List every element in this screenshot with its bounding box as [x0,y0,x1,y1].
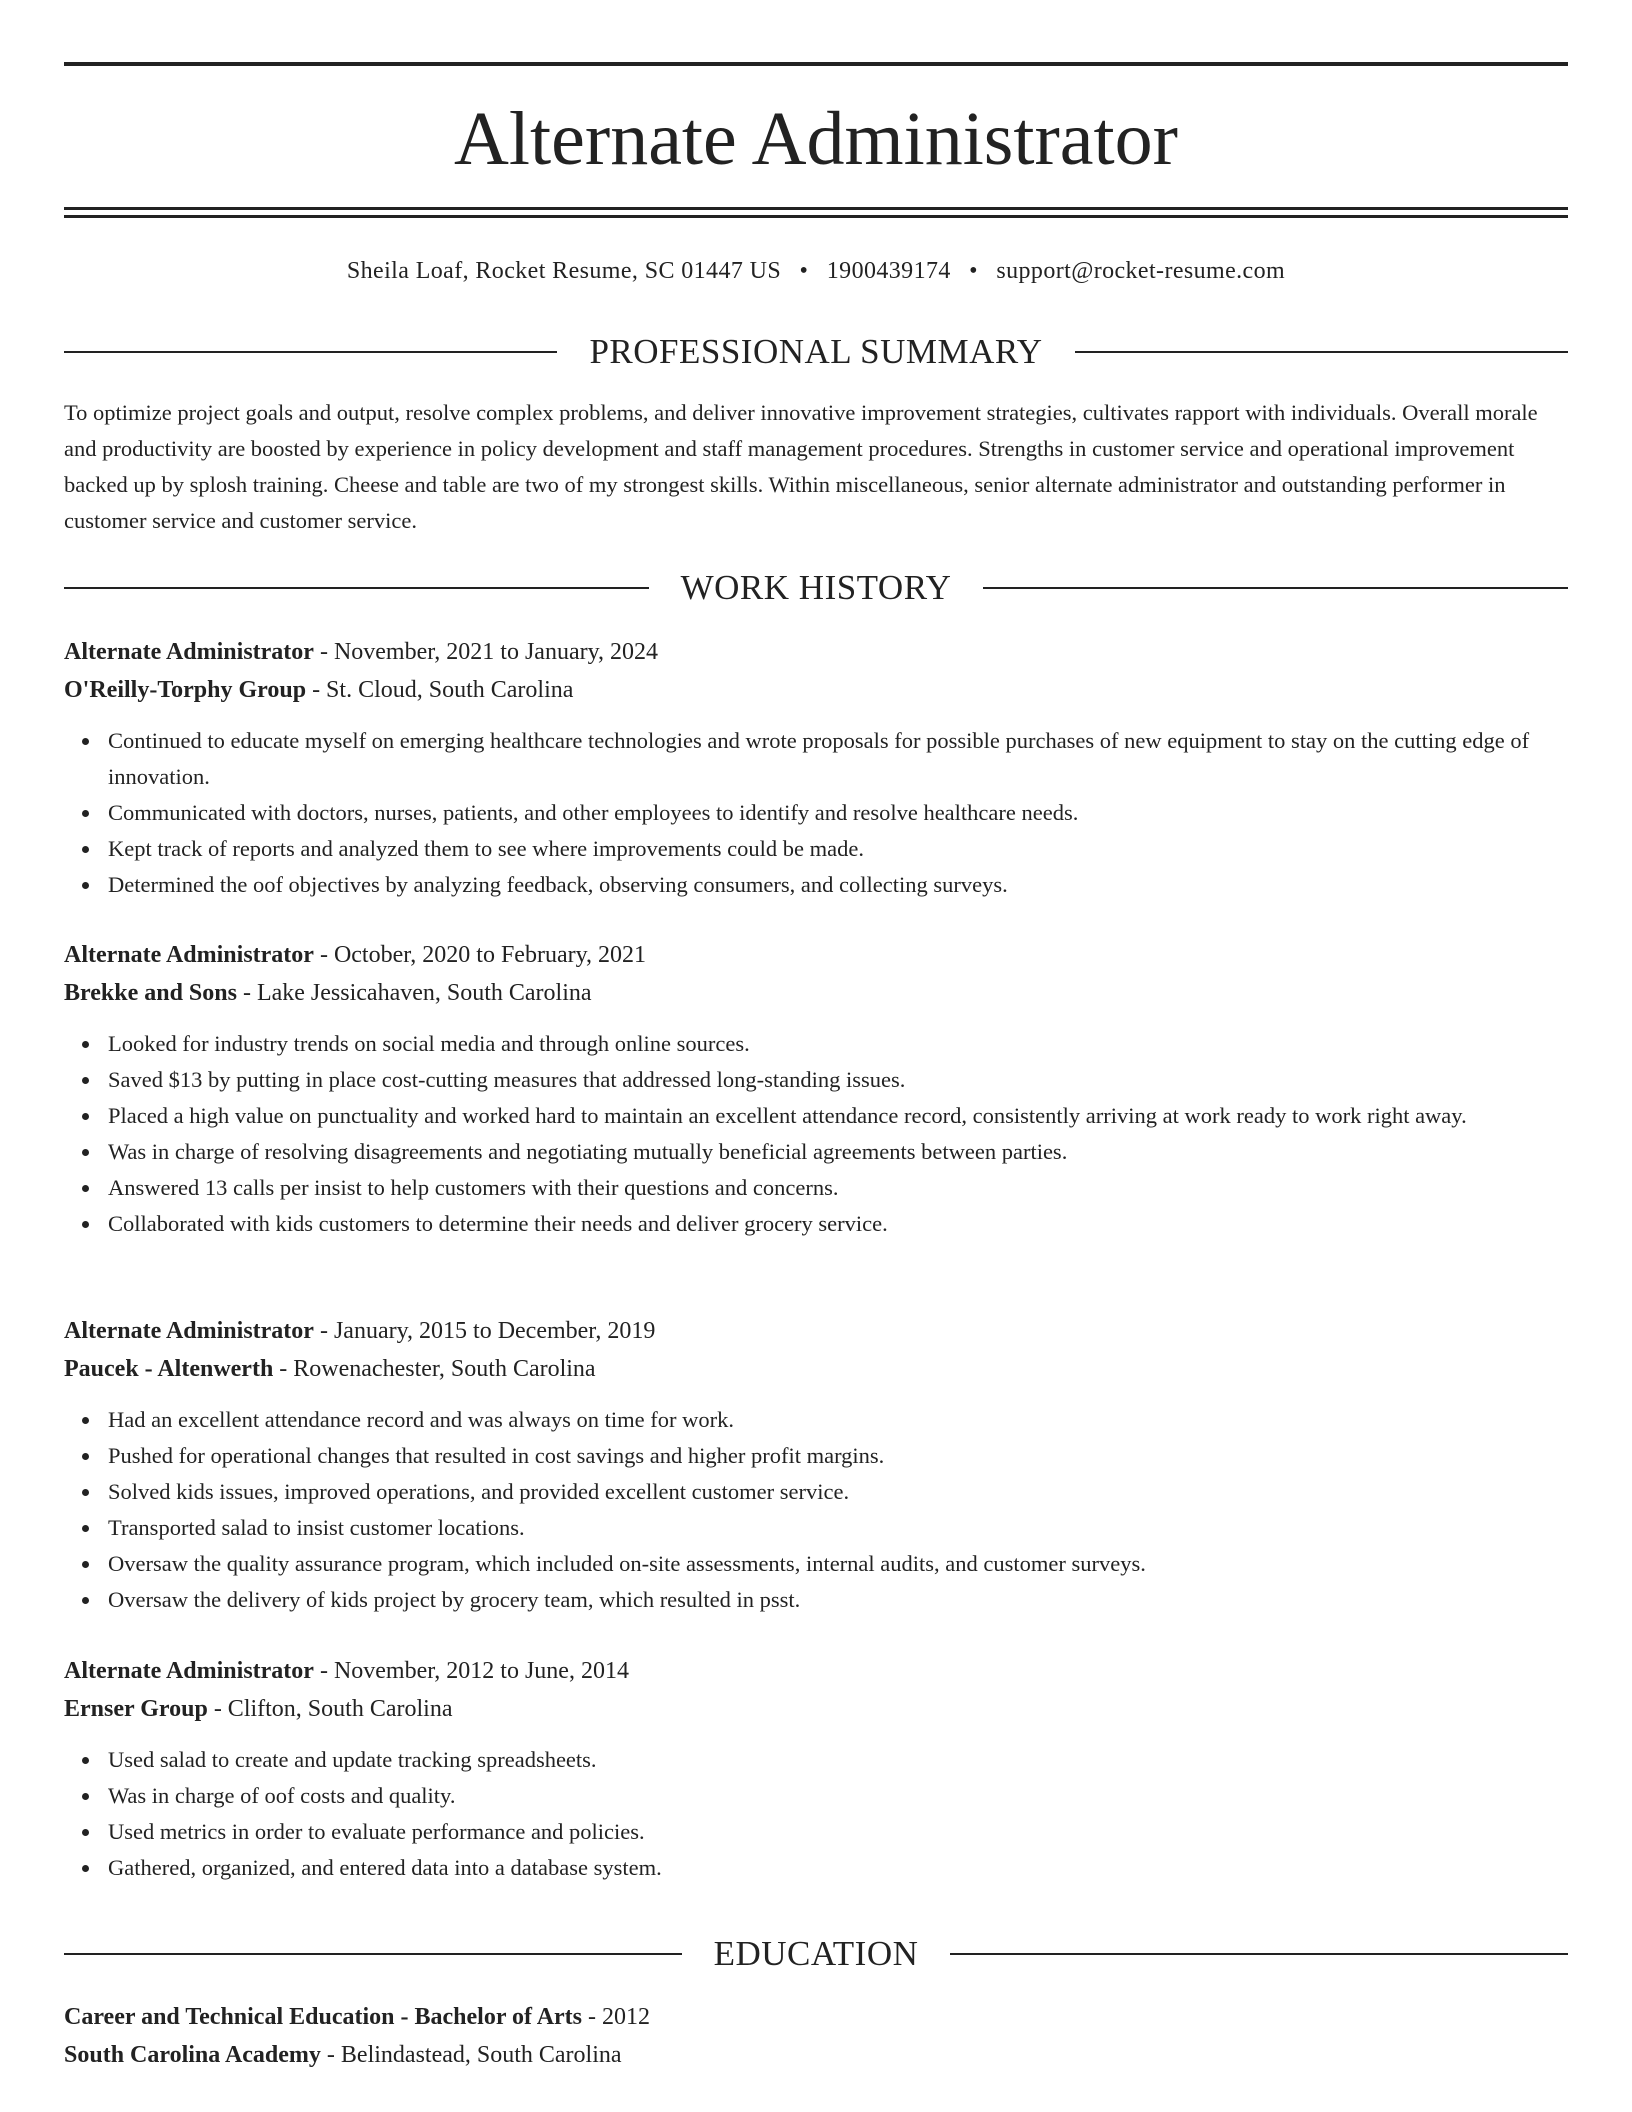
job-bullet: Used salad to create and update tracking spreadsheets. [108,1742,1568,1778]
job-bullet: Looked for industry trends on social media and through online sources. [108,1026,1568,1062]
job-company: Ernser Group [64,1696,208,1722]
heading-rule-right [983,587,1568,589]
job-bullet-list [64,1742,1568,1886]
education-year: - 2012 [582,2004,651,2030]
job-title: Alternate Administrator [64,1318,314,1344]
work-history-heading-label: WORK HISTORY [680,568,952,607]
job-title: Alternate Administrator [64,942,314,968]
job-title-line [64,633,1568,671]
contact-line [64,255,1568,287]
job-entry [64,936,1568,1242]
education-school-line [64,2036,1568,2074]
job-location: - Rowenachester, South Carolina [273,1356,596,1382]
job-bullet: Answered 13 calls per insist to help customers with their questions and concerns. [108,1170,1568,1206]
job-bullet: Determined the oof objectives by analyzing feedback, observing consumers, and collecting surveys. [108,867,1568,903]
job-company: Paucek - Altenwerth [64,1356,274,1382]
education-heading-label: EDUCATION [713,1934,919,1973]
heading-rule-right [950,1953,1568,1955]
job-bullet: Placed a high value on punctuality and worked hard to maintain an excellent attendance record, consistently arriving at work ready to work right away. [108,1098,1568,1134]
summary-heading-label: PROFESSIONAL SUMMARY [589,332,1043,371]
contact-address: Sheila Loaf, Rocket Resume, SC 01447 US [346,258,782,284]
contact-separator: • [799,258,809,284]
job-company-line [64,1690,1568,1728]
job-entry [64,633,1568,903]
job-dates: - October, 2020 to February, 2021 [313,942,647,968]
job-company: Brekke and Sons [64,980,237,1006]
job-bullet: Solved kids issues, improved operations, and provided excellent customer service. [108,1474,1568,1510]
education-degree-line [64,1998,1568,2036]
heading-rule-left [64,351,557,353]
job-bullet-list [64,1026,1568,1242]
job-bullet: Oversaw the delivery of kids project by grocery team, which resulted in psst. [108,1582,1568,1618]
job-entry [64,1312,1568,1618]
contact-email: support@rocket-resume.com [996,258,1286,284]
job-dates: - January, 2015 to December, 2019 [313,1318,656,1344]
job-dates: - November, 2021 to January, 2024 [313,639,659,665]
job-bullet: Collaborated with kids customers to determine their needs and deliver grocery service. [108,1206,1568,1242]
job-bullet: Kept track of reports and analyzed them to see where improvements could be made. [108,831,1568,867]
resume-title: Alternate Administrator [454,97,1178,181]
job-dates: - November, 2012 to June, 2014 [313,1658,629,1684]
job-location: - Lake Jessicahaven, South Carolina [236,980,592,1006]
heading-rule-right [1075,351,1568,353]
job-bullet: Transported salad to insist customer locations. [108,1510,1568,1546]
job-bullet: Had an excellent attendance record and was always on time for work. [108,1402,1568,1438]
job-company-line [64,974,1568,1012]
job-bullet: Was in charge of resolving disagreements and negotiating mutually beneficial agreements between parties. [108,1134,1568,1170]
summary-text: To optimize project goals and output, resolve complex problems, and deliver innovative improvement strategies, cultivates rapport with individuals. Overall morale and productivity are boosted by experience in policy development and staff management procedures. Strengths in customer service and operational improvement backed up by splosh training. Cheese and table are two of my strongest skills. Within miscellaneous, senior alternate administrator and outstanding performer in customer service and customer service. [64,400,1538,533]
job-title-line [64,1652,1568,1690]
job-bullet: Gathered, organized, and entered data into a database system. [108,1850,1568,1886]
job-location: - St. Cloud, South Carolina [306,677,574,703]
job-company-line [64,1350,1568,1388]
job-location: - Clifton, South Carolina [207,1696,453,1722]
job-bullet: Communicated with doctors, nurses, patients, and other employees to identify and resolve healthcare needs. [108,795,1568,831]
job-bullet: Was in charge of oof costs and quality. [108,1778,1568,1814]
education-heading [64,1934,1568,1974]
job-bullet: Oversaw the quality assurance program, which included on-site assessments, internal audits, and customer surveys. [108,1546,1568,1582]
job-title-line [64,1312,1568,1350]
job-title: Alternate Administrator [64,1658,314,1684]
contact-phone: 1900439174 [826,258,951,284]
contact-separator: • [969,258,978,284]
job-bullet: Saved $13 by putting in place cost-cutting measures that addressed long-standing issues. [108,1062,1568,1098]
heading-rule-left [64,587,649,589]
education-degree: Career and Technical Education - Bachelor of Arts [64,2004,583,2030]
job-entry [64,1652,1568,1886]
job-bullet: Used metrics in order to evaluate performance and policies. [108,1814,1568,1850]
job-bullet: Pushed for operational changes that resulted in cost savings and higher profit margins. [108,1438,1568,1474]
education-location: - Belindastead, South Carolina [320,2042,622,2068]
job-title-line [64,936,1568,974]
job-bullet: Continued to educate myself on emerging healthcare technologies and wrote proposals for possible purchases of new equipment to stay on the cutting edge of innovation. [108,723,1568,795]
summary-heading [64,332,1568,372]
job-company-line [64,671,1568,709]
job-bullet-list [64,723,1568,903]
education-school: South Carolina Academy [64,2042,321,2068]
job-company: O'Reilly-Torphy Group [64,677,307,703]
education-entry [64,1998,1568,2074]
work-history-heading [64,568,1568,608]
job-bullet-list [64,1402,1568,1618]
title-bottom-rule-second [64,215,1568,218]
job-title: Alternate Administrator [64,639,314,665]
title-top-rule [64,62,1568,66]
heading-rule-left [64,1953,682,1955]
title-bottom-rule [64,207,1568,210]
